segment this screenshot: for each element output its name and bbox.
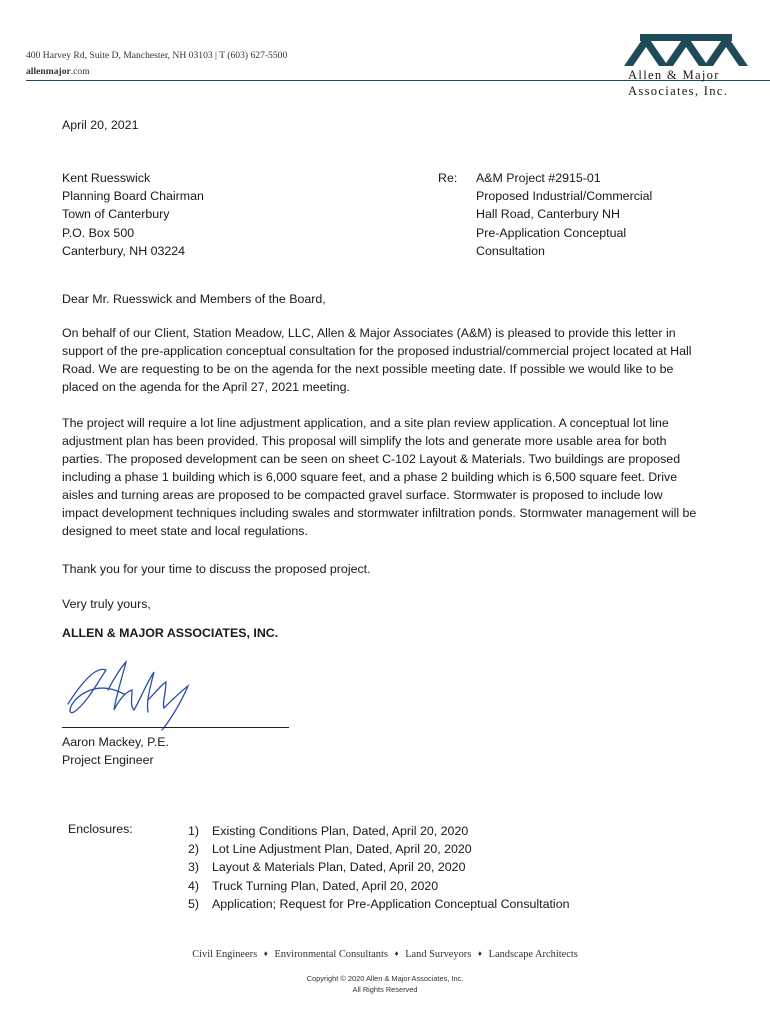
signature-line: [62, 727, 289, 728]
re-line: Consultation: [476, 243, 545, 258]
body-paragraph: The project will require a lot line adjustment application, and a site plan review application. A conceptual lot line adjustment plan has been provided. This proposal will simplify the lots and generate more usable area for both parties. The proposed development can be seen on sheet C-102 Layout & Materials. Two buildings are proposed including a phase 1 building which is 6,000 square feet, and a phase 2 building which is 6,500 square feet. Drive aisles and turning areas are proposed to be compacted gravel surface. Stormwater is proposed to include low impact development techniques including swales and stormwater infiltration ponds. Stormwater management will be designed to meet state and local regulations.: [62, 416, 697, 538]
body-paragraph: Thank you for your time to discuss the proposed project.: [62, 562, 371, 576]
service-item: Civil Engineers: [192, 949, 258, 960]
diamond-separator-icon: ♦: [394, 949, 399, 958]
company-logo-mark-icon: [624, 30, 750, 66]
logo-name-line1: Allen & Major: [628, 68, 720, 82]
signer-name: Aaron Mackey, P.E.: [62, 735, 169, 749]
re-line: A&M Project #2915-01: [476, 171, 601, 185]
body-paragraph: On behalf of our Client, Station Meadow, LLC, Allen & Major Associates (A&M) is pleased to provide this letter in support of the pre-application conceptual consultation for the proposed industrial/commercial project located at Hall Road. We are requesting to be on the agenda for the next possible meeting date. If possible we would like to be placed on the agenda for the April 27, 2021 meeting.: [62, 326, 692, 394]
handwritten-signature: [62, 652, 212, 732]
service-item: Landscape Architects: [488, 949, 578, 960]
company-website: allenmajor.com: [26, 66, 90, 77]
addressee-line: Kent Ruesswick: [62, 171, 151, 185]
copyright-notice: Copyright © 2020 Allen & Major Associates, Inc.: [306, 974, 464, 983]
closing: Very truly yours,: [62, 597, 151, 611]
addressee-line: Planning Board Chairman: [62, 189, 204, 204]
addressee-line: Canterbury, NH 03224: [62, 243, 186, 258]
letter-date: April 20, 2021: [62, 118, 139, 132]
addressee-line: Town of Canterbury: [62, 207, 170, 222]
list-item: 5) Application; Request for Pre-Application Conceptual Consultation: [188, 896, 570, 911]
re-line: Hall Road, Canterbury NH: [476, 207, 620, 222]
rights-notice: All Rights Reserved: [352, 985, 418, 994]
addressee-line: P.O. Box 500: [62, 225, 135, 240]
re-line: Pre-Application Conceptual: [476, 225, 627, 240]
service-item: Environmental Consultants: [274, 949, 388, 960]
diamond-separator-icon: ♦: [263, 949, 268, 958]
re-block: [476, 169, 652, 260]
re-line: Proposed Industrial/Commercial: [476, 189, 653, 204]
service-item: Land Surveyors: [405, 949, 472, 960]
diamond-separator-icon: ♦: [477, 949, 482, 958]
re-label: Re:: [438, 171, 458, 185]
salutation: Dear Mr. Ruesswick and Members of the Board,: [62, 292, 326, 306]
logo-name-line2: Associates, Inc.: [628, 84, 729, 98]
enclosures-label: Enclosures:: [68, 822, 133, 836]
list-item: 4) Truck Turning Plan, Dated, April 20, 2020: [188, 878, 439, 893]
company-name: ALLEN & MAJOR ASSOCIATES, INC.: [62, 626, 279, 640]
list-item: 2) Lot Line Adjustment Plan, Dated, April 20, 2020: [188, 842, 472, 857]
company-address: 400 Harvey Rd, Suite D, Manchester, NH 03103 | T (603) 627-5500: [26, 50, 288, 61]
enclosures-list: [188, 822, 569, 913]
addressee-block: [62, 169, 204, 260]
list-item: 1) Existing Conditions Plan, Dated, April 20, 2020: [188, 824, 469, 838]
list-item: 3) Layout & Materials Plan, Dated, April 20, 2020: [188, 860, 466, 875]
footer-services: [0, 949, 770, 960]
signer-title: Project Engineer: [62, 753, 154, 767]
